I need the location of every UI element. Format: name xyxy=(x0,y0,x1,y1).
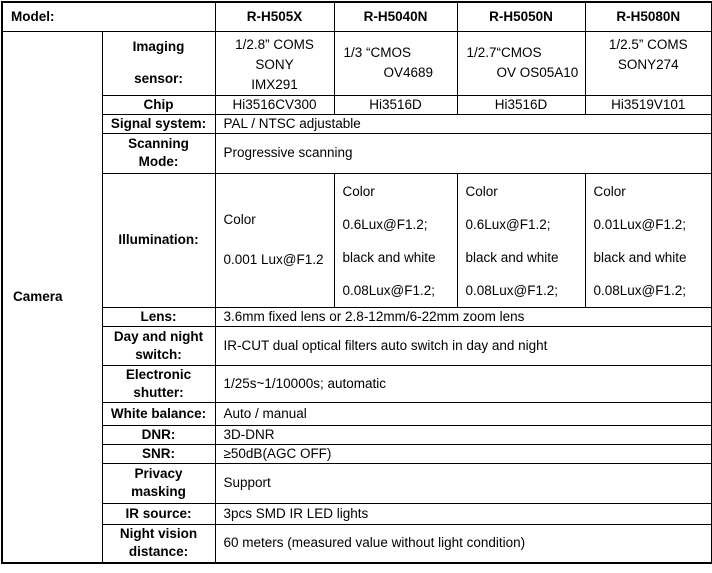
value-line: 1/2.7“CMOS xyxy=(466,45,542,60)
cell-chip-rh505x: Hi3516CV300 xyxy=(215,95,334,114)
cell-illumination-rh5050n xyxy=(457,173,585,307)
value-line: IMX291 xyxy=(251,76,298,92)
row-label-lens: Lens: xyxy=(102,307,215,326)
cell-signal-system: PAL / NTSC adjustable xyxy=(215,114,712,133)
value-line: 0.08Lux@F1.2; xyxy=(465,282,559,298)
row-label-imaging-sensor xyxy=(102,31,215,95)
cell-white-balance: Auto / manual xyxy=(215,402,712,425)
value-line: OV4689 xyxy=(383,65,434,80)
value-line: 0.08Lux@F1.2; xyxy=(342,282,436,298)
value-line: black and white xyxy=(465,249,559,265)
row-label-day-night-switch xyxy=(102,326,215,365)
cell-chip-rh5050n: Hi3516D xyxy=(457,95,585,114)
label-line: Scanning xyxy=(128,136,189,151)
value-line: Color xyxy=(593,183,626,199)
row-chip xyxy=(2,95,712,114)
value-line: 1/2.8” COMS xyxy=(235,36,314,52)
label-line: Imaging xyxy=(132,39,185,54)
label-line: shutter: xyxy=(133,384,184,400)
label-line: distance: xyxy=(128,544,189,560)
label-line: switch: xyxy=(135,346,182,362)
value-line: SONY xyxy=(255,56,294,72)
cell-snr: ≥50dB(AGC OFF) xyxy=(215,444,712,463)
camera-section-label: Camera xyxy=(2,31,102,563)
row-label-electronic-shutter xyxy=(102,365,215,402)
row-day-night-switch xyxy=(2,326,712,365)
cell-dnr: 3D-DNR xyxy=(215,425,712,444)
value-line: SONY274 xyxy=(617,56,679,72)
cell-sensor-rh505x xyxy=(215,31,334,95)
model-rh5040n: R-H5040N xyxy=(334,2,457,31)
row-label-scanning-mode xyxy=(102,133,215,173)
cell-illumination-rh5040n xyxy=(334,173,457,307)
camera-spec-table xyxy=(1,1,712,564)
row-dnr xyxy=(2,425,712,444)
model-rh5080n: R-H5080N xyxy=(585,2,712,31)
cell-illumination-rh505x xyxy=(215,173,334,307)
row-label-dnr: DNR: xyxy=(102,425,215,444)
row-label-snr: SNR: xyxy=(102,444,215,463)
row-scanning-mode xyxy=(2,133,712,173)
cell-day-night-switch: IR-CUT dual optical filters auto switch in day and night xyxy=(215,326,712,365)
row-label-white-balance: White balance: xyxy=(102,402,215,425)
cell-scanning-mode: Progressive scanning xyxy=(215,133,712,173)
label-line: Day and night xyxy=(113,328,204,344)
row-model xyxy=(2,2,712,31)
cell-chip-rh5080n: Hi3519V101 xyxy=(585,95,712,114)
cell-electronic-shutter: 1/25s~1/10000s; automatic xyxy=(215,365,712,402)
value-line: 0.6Lux@F1.2; xyxy=(342,216,428,232)
value-line: 0.001 Lux@F1.2 xyxy=(223,252,324,267)
value-line: Color xyxy=(342,183,375,199)
label-line: Privacy xyxy=(134,466,183,481)
label-line: sensor: xyxy=(134,71,183,86)
value-line: black and white xyxy=(593,249,687,265)
row-signal-system xyxy=(2,114,712,133)
value-line: 1/3 “CMOS xyxy=(343,45,412,60)
row-white-balance xyxy=(2,402,712,425)
cell-privacy-masking: Support xyxy=(215,463,712,503)
value-line: 1/2.5” COMS xyxy=(608,36,688,52)
row-night-vision-distance xyxy=(2,524,712,563)
model-label: Model: xyxy=(2,2,215,31)
row-label-illumination: Illumination: xyxy=(102,173,215,307)
row-snr xyxy=(2,444,712,463)
row-label-ir-source: IR source: xyxy=(102,503,215,524)
model-rh505x: R-H505X xyxy=(215,2,334,31)
value-line: OV OS05A10 xyxy=(496,65,579,80)
model-rh5050n: R-H5050N xyxy=(457,2,585,31)
row-electronic-shutter xyxy=(2,365,712,402)
cell-chip-rh5040n: Hi3516D xyxy=(334,95,457,114)
row-privacy-masking xyxy=(2,463,712,503)
cell-lens: 3.6mm fixed lens or 2.8-12mm/6-22mm zoom lens xyxy=(215,307,712,326)
label-line: masking xyxy=(131,484,186,499)
cell-sensor-rh5040n xyxy=(334,31,457,95)
row-label-chip: Chip xyxy=(102,95,215,114)
cell-illumination-rh5080n xyxy=(585,173,712,307)
value-line: Color xyxy=(465,183,498,199)
label-line: Electronic xyxy=(125,366,192,382)
label-line: Mode: xyxy=(138,154,179,169)
cell-sensor-rh5050n xyxy=(457,31,585,95)
cell-ir-source: 3pcs SMD IR LED lights xyxy=(215,503,712,524)
cell-sensor-rh5080n xyxy=(585,31,712,95)
row-imaging-sensor xyxy=(2,31,712,95)
row-illumination xyxy=(2,173,712,307)
row-label-night-vision-distance xyxy=(102,524,215,563)
row-lens xyxy=(2,307,712,326)
value-line: Color xyxy=(223,212,256,227)
row-label-privacy-masking xyxy=(102,463,215,503)
label-line: Night vision xyxy=(119,526,198,542)
row-ir-source xyxy=(2,503,712,524)
value-line: 0.6Lux@F1.2; xyxy=(465,216,551,232)
value-line: 0.01Lux@F1.2; xyxy=(593,216,687,232)
value-line: 0.08Lux@F1.2; xyxy=(593,282,687,298)
value-line: black and white xyxy=(342,249,436,265)
cell-night-vision-distance: 60 meters (measured value without light condition) xyxy=(215,524,712,563)
row-label-signal-system: Signal system: xyxy=(102,114,215,133)
